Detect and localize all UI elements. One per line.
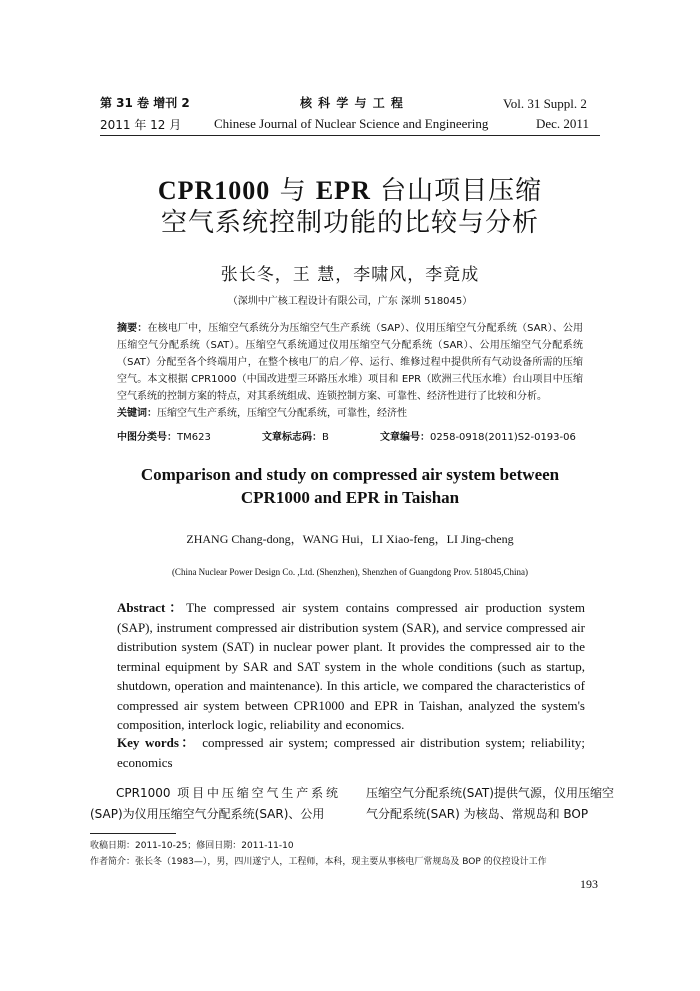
body-left-column: CPR1000 项目中压缩空气生产系统(SAP)为仪用压缩空气分配系统(SAR)、公用 <box>90 786 338 821</box>
abstract-en <box>117 598 585 735</box>
footnote-received: 收稿日期：2011-10-25；修回日期：2011-11-10 <box>90 841 294 851</box>
page-number: 193 <box>580 877 598 891</box>
footnote-author-bio: 作者简介：张长冬（1983—），男，四川遂宁人，工程师，本科，现主要从事核电厂常规岛及 BOP 的仪控设计工作 <box>90 857 547 867</box>
clc-label: 中图分类号： <box>117 432 177 443</box>
title-cn-rest: 台山项目压缩 <box>370 176 543 206</box>
header-volume-cn: 第 31 卷 增刊 2 <box>100 96 190 110</box>
title-en-line2: CPR1000 and EPR in Taishan <box>240 488 460 507</box>
header-rule <box>100 135 600 136</box>
title-en-line1: Comparison and study on compressed air system between <box>140 465 560 484</box>
affiliation-cn: （深圳中广核工程设计有限公司，广东 深圳 518045） <box>227 296 473 307</box>
document-code-value: B <box>322 432 329 443</box>
header-journal-cn: 核 科 学 与 工 程 <box>300 96 404 110</box>
header-date-en: Dec. 2011 <box>536 116 589 131</box>
keywords-cn-label: 关键词： <box>117 408 157 419</box>
document-code-label: 文章标志码： <box>262 432 322 443</box>
title-cn-line2: 空气系统控制功能的比较与分析 <box>160 208 539 238</box>
abstract-en-text: The compressed air system contains compressed air production system (SAP), instrument compressed air distribution system (SAR), and service compressed air distribution system (SAT) in nuclear power plant. It provides the compressed air to the terminal equipment by SAR and SAT system in the whole conditions (such as startup, shutdown, operation and maintenance). In this article, we compared the characteristics of compressed air system between CPR1000 and EPR in Taishan, analyzed the system's composition, interlock logic, reliability and economics. <box>117 600 585 732</box>
keywords-cn-text: 压缩空气生产系统，压缩空气分配系统，可靠性，经济性 <box>157 408 407 419</box>
keywords-cn <box>117 405 583 422</box>
footnote-rule <box>90 833 176 834</box>
article-number <box>380 428 576 443</box>
keywords-en-label: Key words： <box>117 735 197 750</box>
clc-value: TM623 <box>177 432 211 443</box>
abstract-cn <box>117 320 583 408</box>
title-cn-cpr: CPR1000 <box>157 176 271 205</box>
authors-cn: 张长冬，王 慧，李啸风，李竟成 <box>220 265 480 285</box>
keywords-en-text: compressed air system; compressed air distribution system; reliability; economics <box>117 735 585 770</box>
affiliation-en: (China Nuclear Power Design Co. ,Ltd. (Shenzhen), Shenzhen of Guangdong Prov. 518045,China) <box>171 567 529 577</box>
keywords-en <box>117 733 585 772</box>
article-number-value: 0258-0918(2011)S2-0193-06 <box>430 432 576 443</box>
title-cn-and: 与 <box>270 176 316 206</box>
header-journal-en: Chinese Journal of Nuclear Science and Engineering <box>214 116 489 131</box>
authors-en: ZHANG Chang-dong，WANG Hui，LI Xiao-feng，LI Jing-cheng <box>186 532 514 546</box>
header-date-cn: 2011 年 12 月 <box>100 118 182 132</box>
abstract-cn-label: 摘要： <box>117 323 148 334</box>
document-code <box>262 428 329 443</box>
header-volume-en: Vol. 31 Suppl. 2 <box>503 96 587 111</box>
abstract-cn-text: 在核电厂中，压缩空气系统分为压缩空气生产系统（SAP）、仪用压缩空气分配系统（SAR）、公用压缩空气分配系统（SAT）。压缩空气系统通过仪用压缩空气分配系统（SAR）、公用压缩空气分配系统（SAT）分配至各个终端用户，在整个核电厂的启／停、运行、维修过程中提供所有气动设备所需的压缩空气。本文根据 CPR1000（中国改进型三环路压水堆）项目和 EPR（欧洲三代压水堆）台山项目中压缩空气系统的控制方案的特点，对其系统组成、连锁控制方案、可靠性、经济性进行了比较和分析。 <box>117 323 583 402</box>
abstract-en-label: Abstract： <box>117 600 187 615</box>
body-right-column: 压缩空气分配系统(SAT)提供气源，仪用压缩空气分配系统(SAR) 为核岛、常规岛和 BOP <box>366 786 614 821</box>
title-cn-epr: EPR <box>315 176 371 205</box>
article-number-label: 文章编号： <box>380 432 430 443</box>
clc-number <box>117 428 211 443</box>
